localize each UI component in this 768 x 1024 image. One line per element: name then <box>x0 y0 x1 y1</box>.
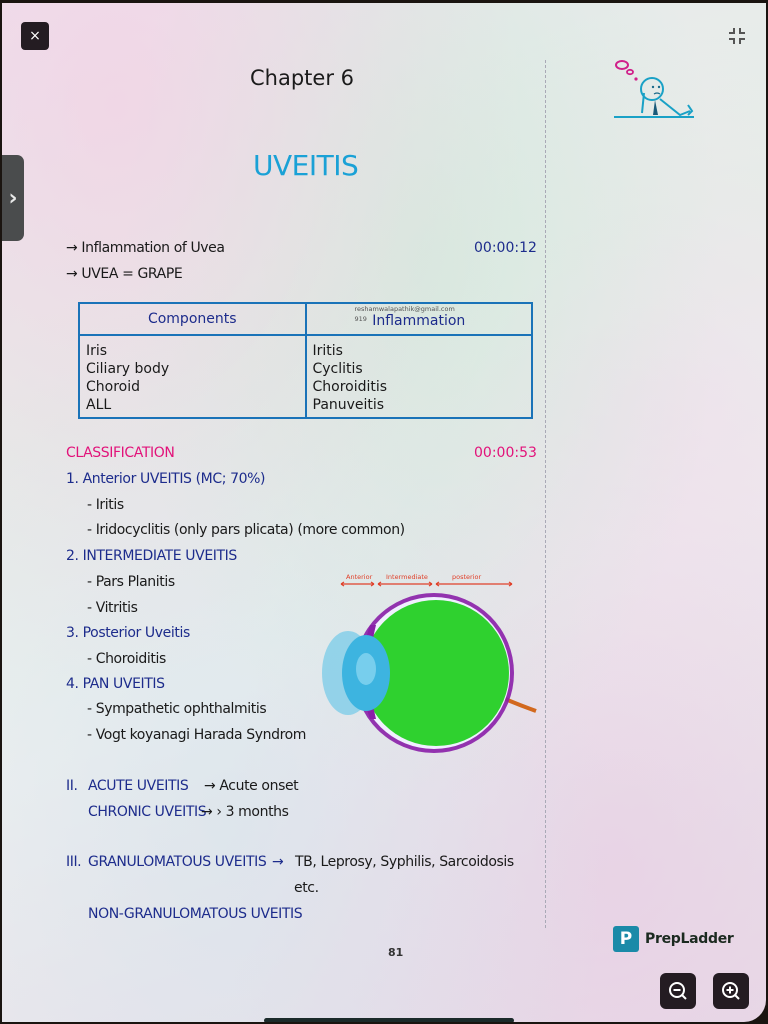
classification-heading: CLASSIFICATION <box>66 445 175 461</box>
diagram-label: Intermediate <box>386 573 428 581</box>
class-sub: - Vogt koyanagi Harada Syndrom <box>87 727 307 743</box>
chronic-uveitis-value: → › 3 months <box>201 804 289 820</box>
class-item-4: 4. PAN UVEITIS <box>66 676 165 692</box>
class-sub: - Pars Planitis <box>87 574 175 590</box>
page-title: UVEITIS <box>253 149 359 182</box>
table-header-components: Components <box>79 303 306 335</box>
arrow: → <box>272 854 284 870</box>
exit-fullscreen-button[interactable] <box>728 27 746 45</box>
thinking-mascot-illustration <box>608 55 702 129</box>
chapter-label: Chapter 6 <box>250 66 354 90</box>
table-cell: ALL <box>86 397 112 413</box>
intro-line-2: → UVEA = GRAPE <box>66 266 183 282</box>
zoom-out-icon <box>667 980 689 1002</box>
class-sub: - Iritis <box>87 497 124 513</box>
section-2-numeral: II. <box>66 778 78 794</box>
viewer-screen <box>2 3 766 1022</box>
table-cell: Ciliary body <box>86 361 170 377</box>
brand-name: PrepLadder <box>645 931 734 947</box>
table-cell: Choroiditis <box>312 379 388 395</box>
zoom-in-icon <box>720 980 742 1002</box>
non-granulomatous-label: NON-GRANULOMATOUS UVEITIS <box>88 906 303 922</box>
inflammation-cell <box>306 335 533 418</box>
components-table <box>78 302 533 419</box>
timestamp-link[interactable]: 00:00:12 <box>474 240 537 256</box>
sidebar-toggle-tab[interactable] <box>2 155 24 241</box>
granulomatous-label: GRANULOMATOUS UVEITIS <box>88 854 267 870</box>
class-sub: - Choroiditis <box>87 651 166 667</box>
home-indicator[interactable] <box>264 1018 514 1022</box>
table-header-inflammation: reshamwalapathik@gmail.com 919 Inflammation <box>306 303 533 335</box>
table-cell: Choroid <box>86 379 141 395</box>
intro-line-1: → Inflammation of Uvea <box>66 240 225 256</box>
zoom-out-button[interactable] <box>660 973 696 1009</box>
close-icon: × <box>29 28 41 44</box>
granulomatous-causes: TB, Leprosy, Syphilis, Sarcoidosis <box>295 854 514 870</box>
table-cell: Cyclitis <box>312 361 363 377</box>
timestamp-link[interactable]: 00:00:53 <box>474 445 537 461</box>
watermark-phone: 919 <box>354 315 367 323</box>
page-divider <box>545 60 546 928</box>
diagram-label: Anterior <box>346 573 373 581</box>
prepladder-icon: P <box>613 926 639 952</box>
diagram-label: posterior <box>452 573 482 581</box>
table-cell: Iris <box>86 343 108 359</box>
class-item-2: 2. INTERMEDIATE UVEITIS <box>66 548 237 564</box>
eye-anatomy-diagram <box>314 569 542 755</box>
class-sub: - Sympathetic ophthalmitis <box>87 701 267 717</box>
watermark-email: reshamwalapathik@gmail.com <box>354 305 455 313</box>
granulomatous-causes-cont: etc. <box>294 880 319 896</box>
table-cell: Iritis <box>312 343 343 359</box>
acute-uveitis-value: → Acute onset <box>204 778 299 794</box>
class-sub: - Vitritis <box>87 600 138 616</box>
class-item-1: 1. Anterior UVEITIS (MC; 70%) <box>66 471 266 487</box>
page-number: 81 <box>388 946 404 959</box>
table-cell: Panuveitis <box>312 397 385 413</box>
class-item-3: 3. Posterior Uveitis <box>66 625 190 641</box>
prepladder-logo <box>613 926 734 952</box>
class-sub: - Iridocyclitis (only pars plicata) (more common) <box>87 522 405 538</box>
chevron-right-icon: › <box>8 185 18 211</box>
components-cell <box>79 335 306 418</box>
acute-uveitis-label: ACUTE UVEITIS <box>88 778 189 794</box>
collapse-icon <box>728 27 746 45</box>
close-button[interactable] <box>21 22 49 50</box>
section-3-numeral: III. <box>66 854 82 870</box>
zoom-in-button[interactable] <box>713 973 749 1009</box>
chronic-uveitis-label: CHRONIC UVEITIS <box>88 804 207 820</box>
